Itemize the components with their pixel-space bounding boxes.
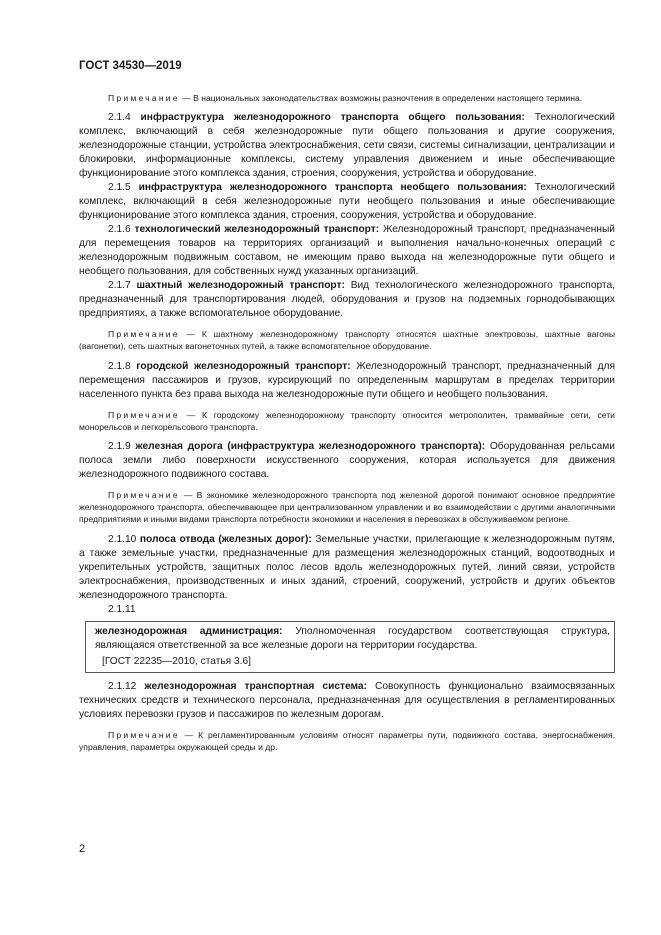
term-name: шахтный железнодорожный транспорт:	[136, 280, 345, 292]
note-2-1-8	[79, 409, 615, 433]
term-name: инфраструктура железнодорожного транспорта необщего пользования:	[138, 182, 527, 194]
term-name: железнодорожная администрация:	[95, 625, 283, 637]
term-name: технологический железнодорожный транспорт:	[134, 224, 380, 236]
term-definition: Совокупность функционально взаимосвязанных технических средств и технического персонала, предназначенная для осуществления в регламентированных условиях перевозки грузов и пассажиров по железным дорогам.	[79, 680, 616, 720]
term-definition: Технологический комплекс, включающий в себя железнодорожные пути общего пользования и другие сооружения, железнодорожные станции, устройства электроснабжения, сети связи, системы сигнализации, централизации и блокировки, информационные комплексы, систему управления движением и иные обеспечивающие функционирование этого комплекса здания, строения, сооружения, устройства и оборудование.	[79, 112, 615, 180]
term-name: железная дорога (инфраструктура железнодорожного транспорта):	[135, 441, 486, 453]
note-text: — В экономике железнодорожного транспорта под железной дорогой понимают основное предприятие железнодорожного транспорта, обеспечивающее при централизованном управлении и во взаимодействии с другими аналогичными предприятиями и иными видами транспорта потребности экономики и населения в перевозках в обслуживаемом регионе.	[79, 490, 615, 525]
term-number: 2.1.9	[108, 441, 136, 453]
note-text: — В национальных законодательствах возможны разночтения в определении настоящего термина.	[179, 93, 583, 103]
term-name: железнодорожная транспортная система:	[144, 680, 367, 692]
term-2-1-6	[79, 223, 615, 279]
term-number: 2.1.5	[108, 182, 139, 194]
term-2-1-4	[79, 111, 615, 181]
note-label: Примечание	[108, 329, 180, 340]
note-text: — К шахтному железнодорожному транспорту относятся шахтные электровозы, шахтные вагоны (вагонетки), сеть шахтных вагонеточных путей, а также вспомогательное оборудование.	[79, 329, 615, 352]
term-number: 2.1.10	[108, 533, 140, 545]
page-number: 2	[79, 843, 86, 855]
term-2-1-7	[79, 279, 615, 321]
note-2-1-3	[79, 92, 615, 104]
note-label: Примечание	[108, 93, 180, 103]
term-number: 2.1.12	[108, 680, 145, 692]
note-2-1-12	[79, 729, 615, 753]
note-2-1-9	[79, 489, 615, 526]
note-label: Примечание	[108, 409, 180, 420]
term-definition: Вид технологического железнодорожного транспорта, предназначенный для транспортирования людей, оборудования и грузов на подземных горнодобывающих предприятиях, а также вспомогательное оборудование.	[79, 280, 615, 320]
term-number: 2.1.8	[108, 360, 137, 372]
term-2-1-11	[90, 625, 610, 653]
document-body	[79, 92, 615, 753]
term-number: 2.1.4	[108, 112, 141, 124]
term-definition: Земельные участки, прилегающие к железнодорожным путям, а также земельные участки, предназначенные для размещения железнодорожных станций, водоотводных и укрепительных устройств, защитных полос лесов вдоль железнодорожных путей, линий связи, устройств электроснабжения, производственных и иных зданий, строений, сооружений, устройств и других объектов железнодорожного транспорта.	[79, 533, 615, 601]
term-2-1-12	[79, 680, 615, 722]
term-2-1-8	[79, 360, 615, 402]
term-definition: Железнодорожный транспорт, предназначенный для перемещения пассажиров и грузов, курсирующий по определенным маршрутам в пределах территории населенного пункта без права выхода на железнодорожные пути общего и необщего пользования.	[79, 360, 615, 400]
term-2-1-9	[79, 440, 615, 482]
term-2-1-10	[79, 533, 615, 603]
term-definition: Уполномоченная государством соответствующая структура, являющаяся ответственной за все железные дороги на территории государства.	[95, 625, 610, 651]
term-definition: Оборудованная рельсами полоса земли либо поверхности искусственного сооружения, которая используется для движения железнодорожного подвижного состава.	[79, 441, 615, 481]
term-number: 2.1.7	[108, 280, 137, 292]
term-name: инфраструктура железнодорожного транспорта общего пользования:	[140, 112, 525, 124]
term-definition: Железнодорожный транспорт, предназначенный для перемещения товаров на территориях организаций и выполнения начально-конечных операций с железнодорожным подвижным составом, не имеющим право выхода на железнодорожные пути общего и необщего пользования, для собственных нужд указанных организаций.	[79, 224, 615, 278]
term-definition: Технологический комплекс, включающий в себя железнодорожные пути необщего пользования и иные обеспечивающие функционирование этого комплекса здания, строения, сооружения, устройства и оборудование.	[79, 182, 615, 222]
term-number: 2.1.6	[108, 224, 135, 236]
term-name: городской железнодорожный транспорт:	[136, 360, 351, 372]
term-2-1-11-box	[85, 621, 615, 673]
note-label: Примечание	[108, 729, 180, 740]
note-text: — К регламентированным условиям относят параметры пути, подвижного состава, энергоснабжения, управления, параметры окружающей среды и др.	[79, 729, 615, 752]
standard-header: ГОСТ 34530—2019	[79, 60, 182, 72]
term-source-reference: [ГОСТ 22235—2010, статья 3.6]	[102, 655, 252, 667]
note-text: — К городскому железнодорожному транспорту относится метрополитен, трамвайные сети, сети монорельсов и легкорельсового транспорта.	[79, 409, 615, 432]
term-2-1-11-number: 2.1.11	[108, 603, 136, 615]
note-label: Примечание	[108, 490, 180, 501]
term-name: полоса отвода (железных дорог):	[139, 533, 312, 545]
note-2-1-7	[79, 328, 615, 352]
term-2-1-5	[79, 181, 615, 223]
